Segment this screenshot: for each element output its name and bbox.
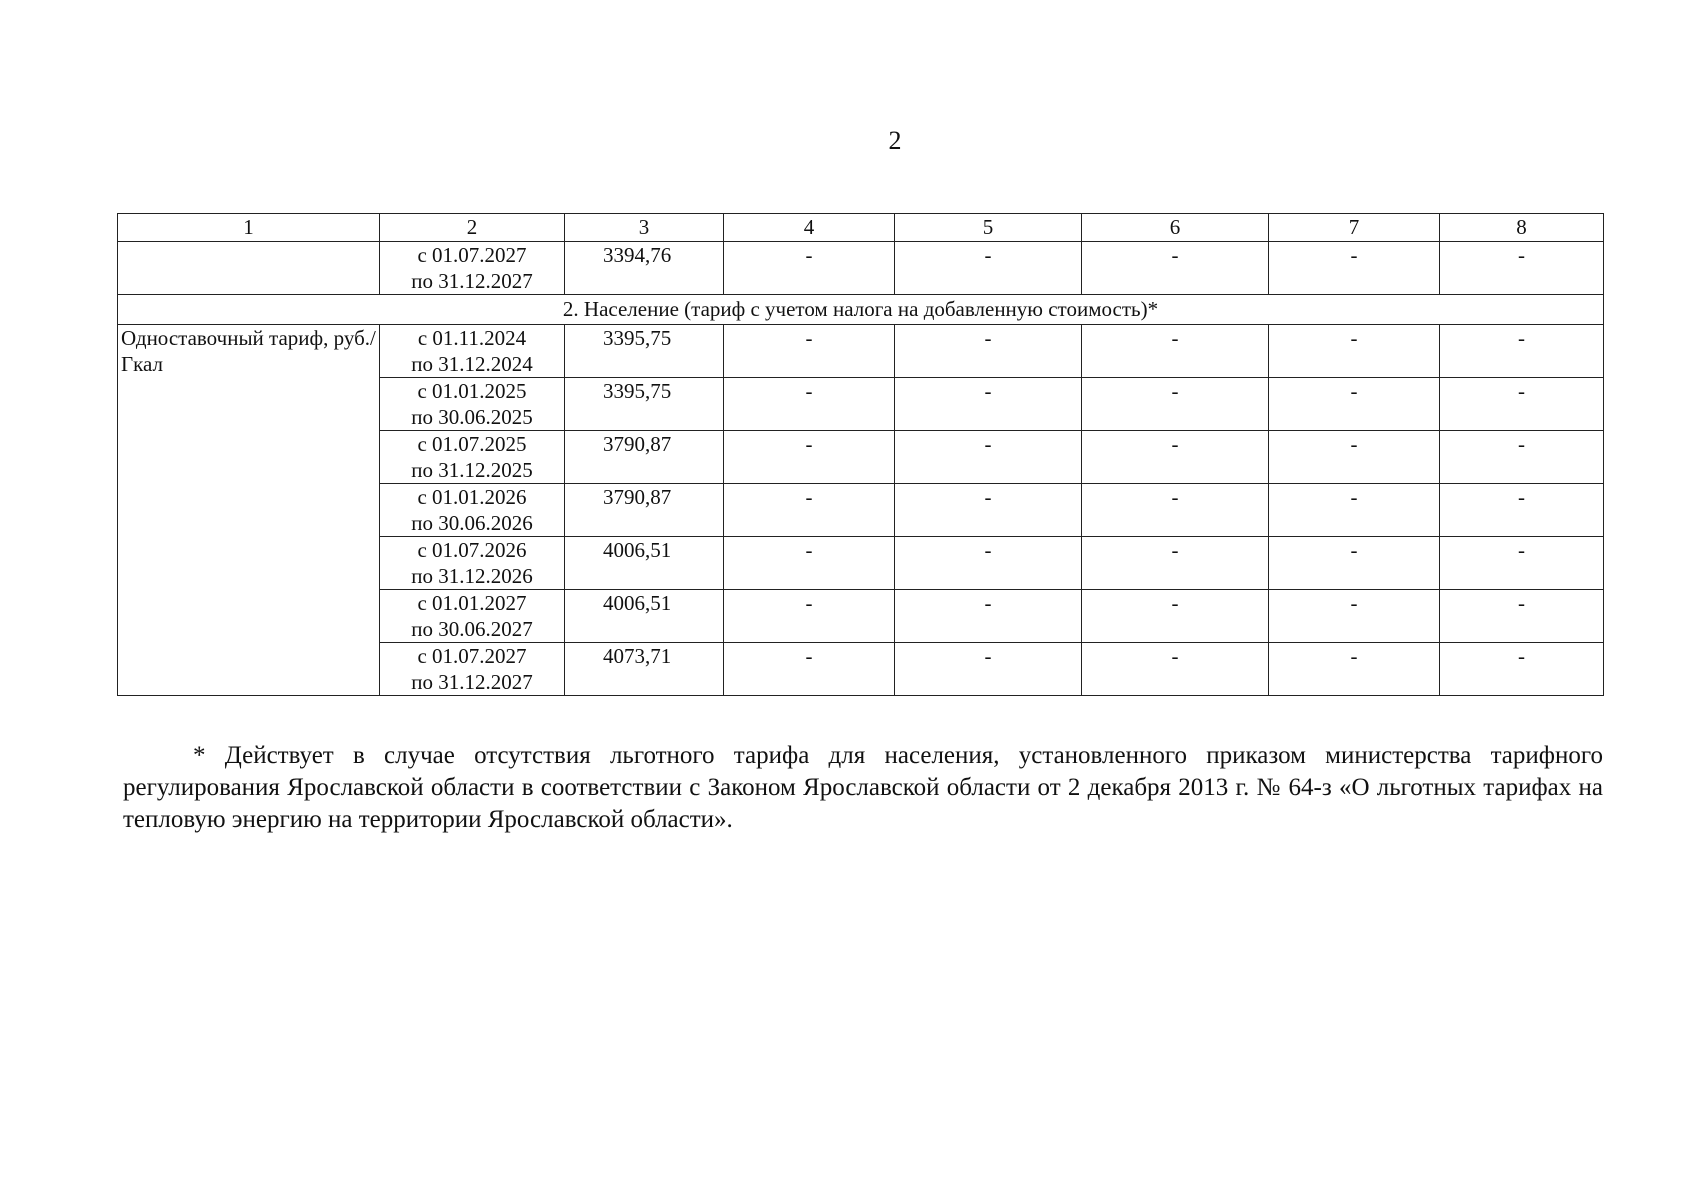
dash-cell: -	[1269, 484, 1440, 537]
period-from: с 01.01.2027	[417, 591, 527, 615]
column-header: 4	[724, 214, 895, 242]
period-cell	[380, 325, 565, 378]
tariff-value: 3790,87	[565, 484, 724, 537]
period-from: с 01.01.2026	[417, 485, 527, 509]
tariff-table	[117, 213, 1604, 696]
period-cell	[380, 537, 565, 590]
dash-cell: -	[1082, 484, 1269, 537]
header-row	[118, 214, 1604, 242]
dash-cell: -	[895, 590, 1082, 643]
table-cell-empty	[118, 242, 380, 295]
tariff-value: 3395,75	[565, 325, 724, 378]
dash-cell: -	[724, 242, 895, 295]
period-to: по 31.12.2027	[411, 269, 533, 293]
period-cell	[380, 378, 565, 431]
dash-cell: -	[1440, 242, 1604, 295]
period-from: с 01.07.2025	[417, 432, 527, 456]
dash-cell: -	[1082, 431, 1269, 484]
tariff-value: 3394,76	[565, 242, 724, 295]
dash-cell: -	[1269, 378, 1440, 431]
period-to: по 31.12.2024	[411, 352, 533, 376]
period-cell	[380, 590, 565, 643]
page-number: 2	[888, 126, 902, 155]
column-header: 2	[380, 214, 565, 242]
dash-cell: -	[1269, 643, 1440, 696]
period-to: по 31.12.2027	[411, 670, 533, 694]
period-cell	[380, 242, 565, 295]
section-title: 2. Население (тариф с учетом налога на добавленную стоимость)*	[118, 295, 1604, 325]
dash-cell: -	[724, 325, 895, 378]
period-to: по 30.06.2027	[411, 617, 533, 641]
period-from: с 01.07.2026	[417, 538, 527, 562]
dash-cell: -	[1082, 590, 1269, 643]
table-body	[118, 214, 1604, 696]
dash-cell: -	[1440, 431, 1604, 484]
period-to: по 30.06.2026	[411, 511, 533, 535]
dash-cell: -	[1440, 378, 1604, 431]
period-cell	[380, 484, 565, 537]
column-header: 6	[1082, 214, 1269, 242]
column-header: 8	[1440, 214, 1604, 242]
dash-cell: -	[895, 431, 1082, 484]
dash-cell: -	[1082, 643, 1269, 696]
period-from: с 01.07.2027	[417, 644, 527, 668]
dash-cell: -	[724, 537, 895, 590]
dash-cell: -	[1440, 325, 1604, 378]
dash-cell: -	[1269, 590, 1440, 643]
tariff-name: Одноставочный тариф, руб./Гкал	[118, 325, 380, 696]
dash-cell: -	[895, 378, 1082, 431]
dash-cell: -	[724, 590, 895, 643]
footnote: * Действует в случае отсутствия льготного тарифа для населения, установленного приказом министерства тарифного регулирования Ярославской области в соответствии с Законом Ярославской области от 2 декабря 2013 г. № 64-з «О льготных тарифах на тепловую энергию на территории Ярославской области».	[123, 742, 1603, 833]
dash-cell: -	[724, 643, 895, 696]
dash-cell: -	[1440, 484, 1604, 537]
dash-cell: -	[1440, 537, 1604, 590]
period-from: с 01.07.2027	[417, 243, 527, 267]
dash-cell: -	[895, 484, 1082, 537]
tariff-value: 4073,71	[565, 643, 724, 696]
period-to: по 30.06.2025	[411, 405, 533, 429]
column-header: 7	[1269, 214, 1440, 242]
continuation-row	[118, 242, 1604, 295]
dash-cell: -	[724, 484, 895, 537]
dash-cell: -	[895, 242, 1082, 295]
dash-cell: -	[1269, 325, 1440, 378]
dash-cell: -	[1269, 537, 1440, 590]
period-from: с 01.11.2024	[417, 326, 527, 350]
tariff-value: 4006,51	[565, 537, 724, 590]
dash-cell: -	[1440, 590, 1604, 643]
dash-cell: -	[1269, 431, 1440, 484]
dash-cell: -	[724, 431, 895, 484]
dash-cell: -	[1082, 537, 1269, 590]
period-to: по 31.12.2025	[411, 458, 533, 482]
period-from: с 01.01.2025	[417, 379, 527, 403]
section-row	[118, 295, 1604, 325]
dash-cell: -	[895, 325, 1082, 378]
column-header: 3	[565, 214, 724, 242]
column-header: 1	[118, 214, 380, 242]
tariff-value: 3395,75	[565, 378, 724, 431]
dash-cell: -	[895, 643, 1082, 696]
column-header: 5	[895, 214, 1082, 242]
dash-cell: -	[1082, 242, 1269, 295]
dash-cell: -	[724, 378, 895, 431]
dash-cell: -	[1440, 643, 1604, 696]
table-row	[118, 325, 1604, 378]
period-to: по 31.12.2026	[411, 564, 533, 588]
tariff-value: 3790,87	[565, 431, 724, 484]
period-cell	[380, 431, 565, 484]
dash-cell: -	[1082, 378, 1269, 431]
dash-cell: -	[1269, 242, 1440, 295]
tariff-value: 4006,51	[565, 590, 724, 643]
dash-cell: -	[1082, 325, 1269, 378]
period-cell	[380, 643, 565, 696]
dash-cell: -	[895, 537, 1082, 590]
